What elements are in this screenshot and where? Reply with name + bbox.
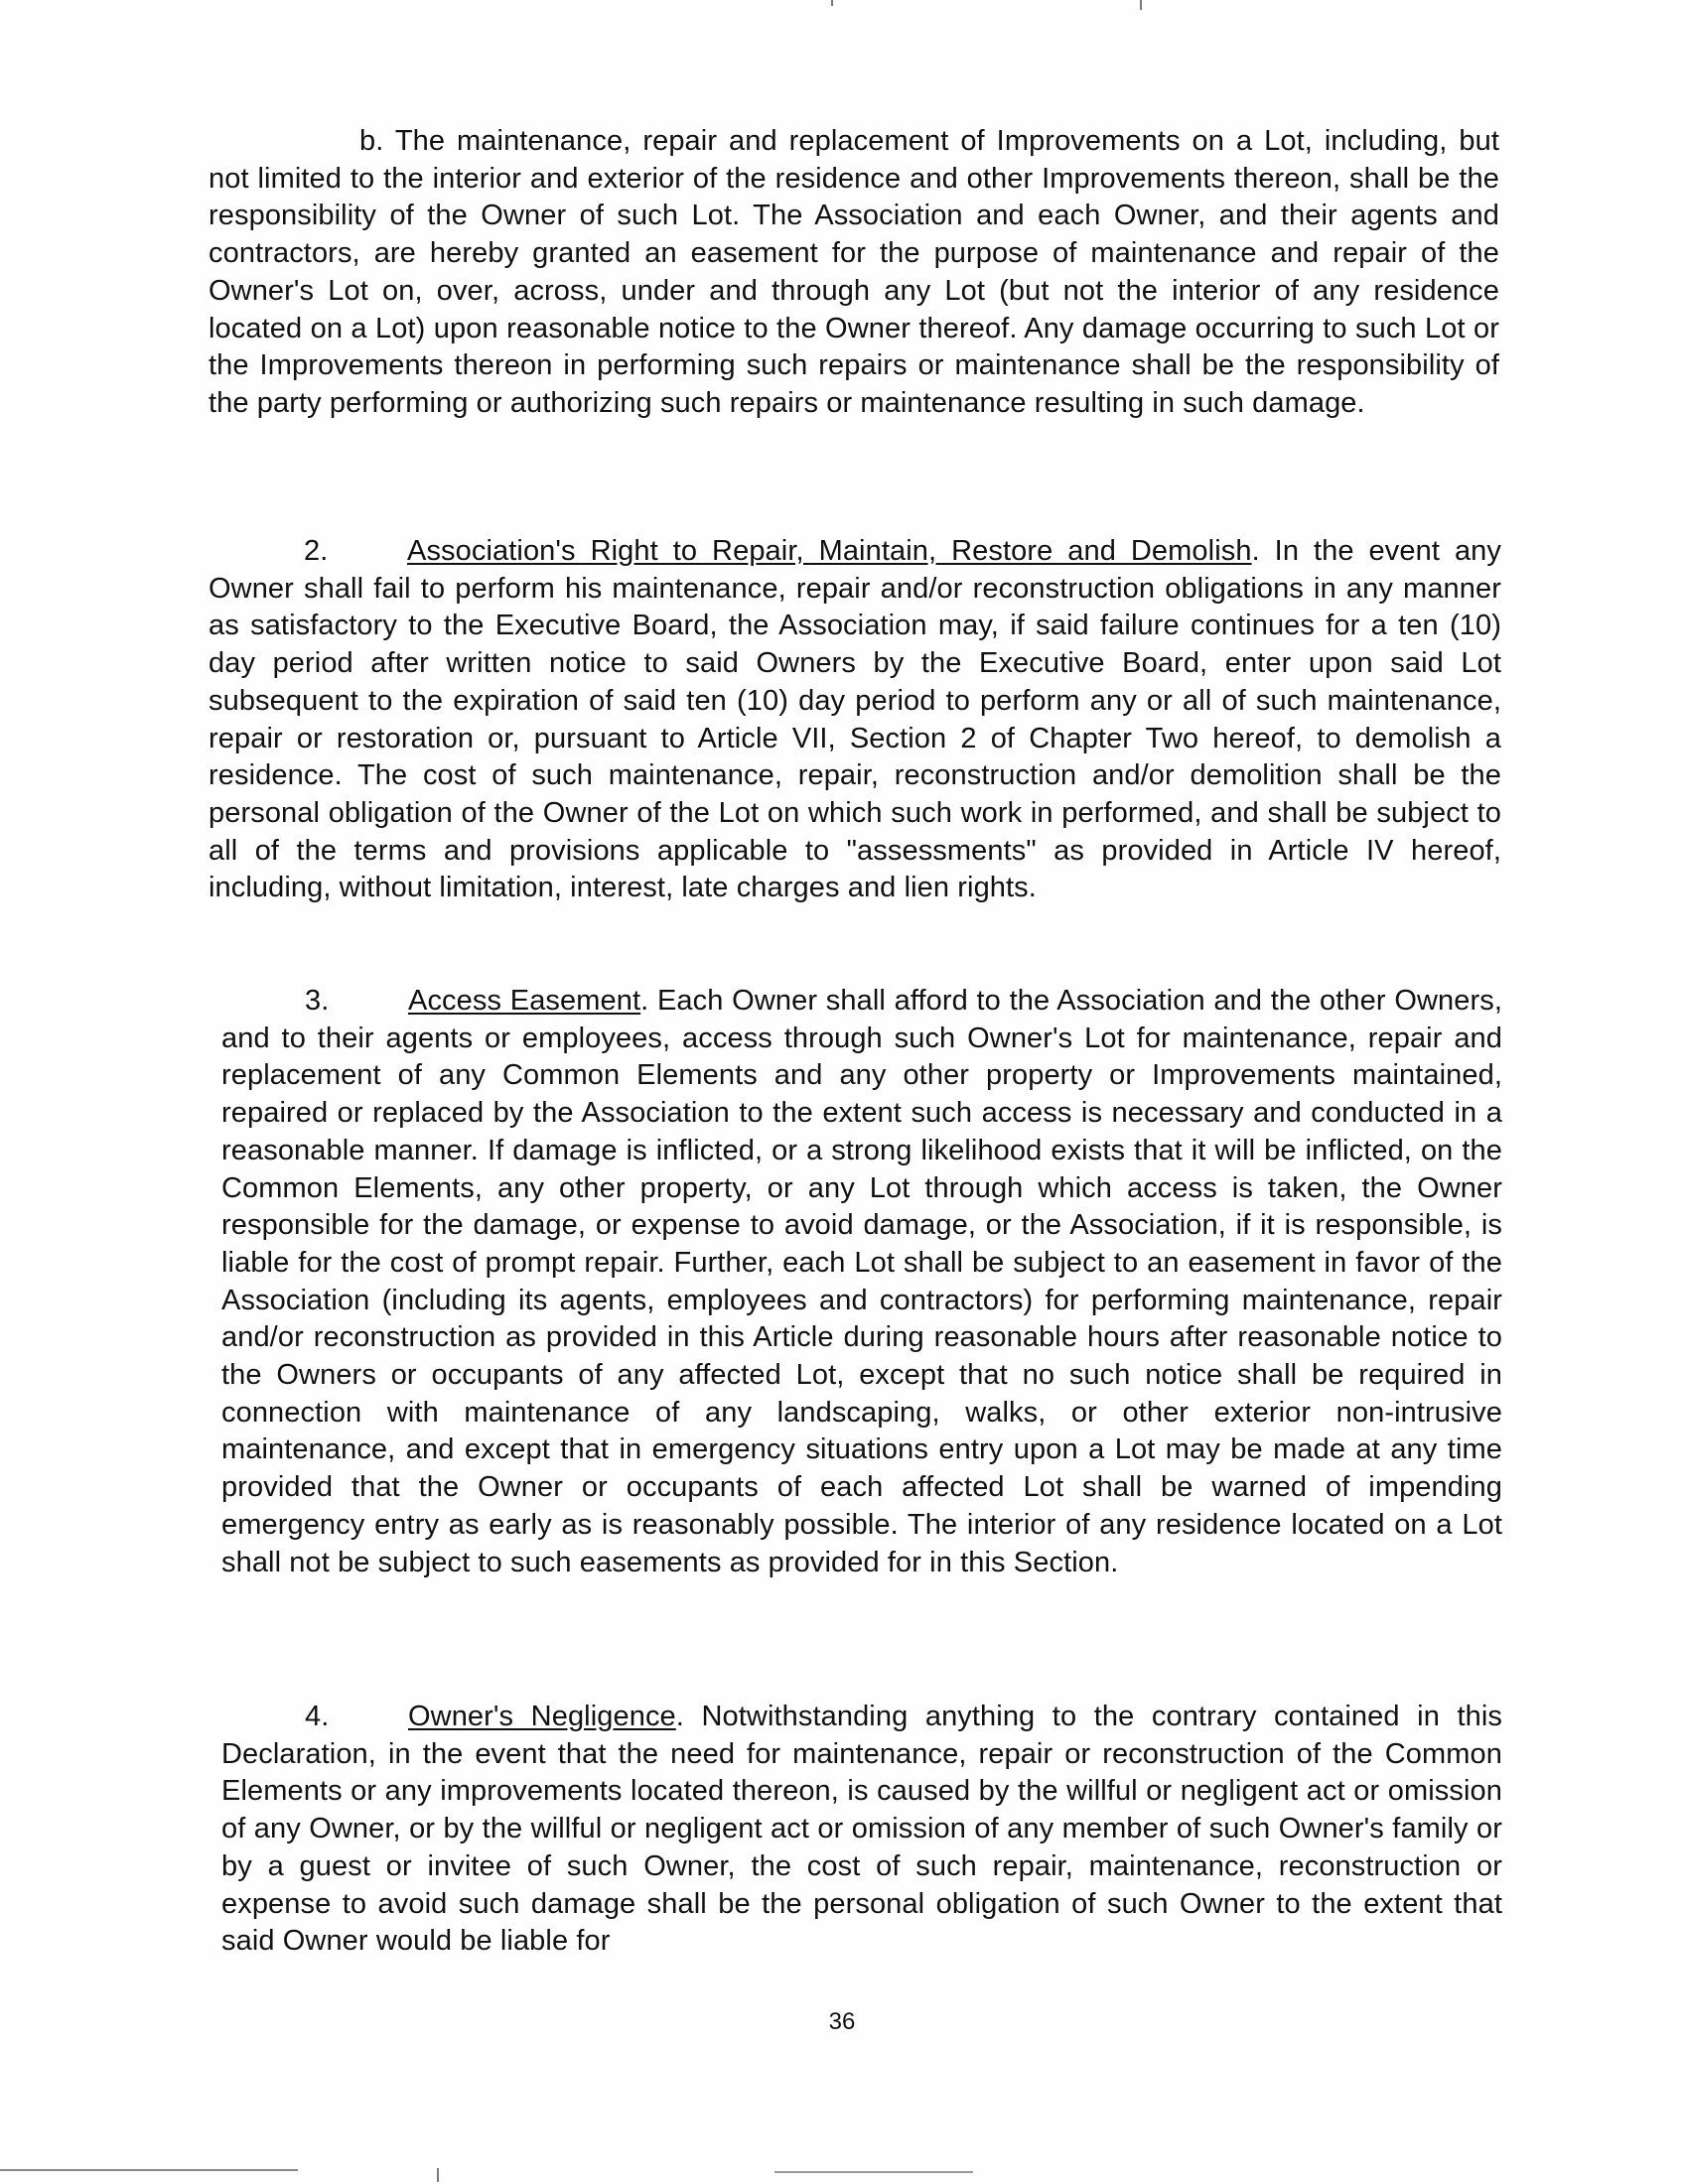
- section-3: [221, 983, 1502, 1581]
- scan-artifact-top: [831, 0, 833, 6]
- scan-artifact-bottom: [437, 2168, 439, 2182]
- paragraph-b-text: b. The maintenance, repair and replacement of Improvements on a Lot, including, but not limited to the interior and exterior of the residence and other Improvements thereon, shall be the responsibility of the Owner of such Lot. The Association and each Owner, and their agents and contractors, are hereby granted an easement for the purpose of maintenance and repair of the Owner's Lot on, over, across, under and through any Lot (but not the interior of any residence located on a Lot) upon reasonable notice to the Owner thereof. Any damage occurring to such Lot or the Improvements thereon in performing such repairs or maintenance shall be the responsibility of the party performing or authorizing such repairs or maintenance resulting in such damage.: [209, 125, 1499, 419]
- section-4: [221, 1699, 1502, 1961]
- section-2-text: . In the event any Owner shall fail to perform his maintenance, repair and/or reconstruction obligations in any manner as satisfactory to the Executive Board, the Association may, if said failure continues for a ten (10) day period after written notice to said Owners by the Executive Board, enter upon said Lot subsequent to the expiration of said ten (10) day period to perform any or all of such maintenance, repair or restoration or, pursuant to Article VII, Section 2 of Chapter Two hereof, to demolish a residence. The cost of such maintenance, repair, reconstruction and/or demolition shall be the personal obligation of the Owner of the Lot on which such work in performed, and shall be subject to all of the terms and provisions applicable to "assessments" as provided in Article IV hereof, including, without limitation, interest, late charges and lien rights.: [209, 535, 1501, 904]
- scan-artifact-bottom: [0, 2169, 298, 2171]
- scan-artifact-top: [1140, 0, 1142, 10]
- section-3-number: 3.: [305, 985, 330, 1017]
- scan-artifact-bottom: [774, 2171, 973, 2173]
- section-4-heading: Owner's Negligence: [408, 1701, 676, 1732]
- section-3-heading: Access Easement: [408, 985, 641, 1017]
- section-2: [209, 533, 1501, 907]
- section-3-text: . Each Owner shall afford to the Association and the other Owners, and to their agents or employees, access through such Owner's Lot for maintenance, repair and replacement of any Common Elements and any other property or Improvements maintained, repaired or replaced by the Association to the extent such access is necessary and conducted in a reasonable manner. If damage is inflicted, or a strong likelihood exists that it will be inflicted, on the Common Elements, any other property, or any Lot through which access is taken, the Owner responsible for the damage, or expense to avoid damage, or the Association, if it is responsible, is liable for the cost of prompt repair. Further, each Lot shall be subject to an easement in favor of the Association (including its agents, employees and contractors) for performing maintenance, repair and/or reconstruction as provided in this Article during reasonable hours after reasonable notice to the Owners or occupants of any affected Lot, except that no such notice shall be required in connection with maintenance of any landscaping, walks, or other exterior non-intrusive maintenance, and except that in emergency situations entry upon a Lot may be made at any time provided that the Owner or occupants of each affected Lot shall be warned of impending emergency entry as early as is reasonably possible. The interior of any residence located on a Lot shall not be subject to such easements as provided for in this Section.: [221, 985, 1502, 1578]
- section-4-text: . Notwithstanding anything to the contrary contained in this Declaration, in the event that the need for maintenance, repair or reconstruction of the Common Elements or any improvements located thereon, is caused by the willful or negligent act or omission of any Owner, or by the willful or negligent act or omission of any member of such Owner's family or by a guest or invitee of such Owner, the cost of such repair, maintenance, reconstruction or expense to avoid such damage shall be the personal obligation of such Owner to the extent that said Owner would be liable for: [221, 1701, 1502, 1958]
- section-2-number: 2.: [304, 535, 329, 567]
- section-2-heading: Association's Right to Repair, Maintain, Restore and Demolish: [407, 535, 1252, 567]
- page-number: 36: [828, 2008, 856, 2035]
- paragraph-b: [209, 123, 1499, 423]
- section-4-number: 4.: [305, 1701, 330, 1732]
